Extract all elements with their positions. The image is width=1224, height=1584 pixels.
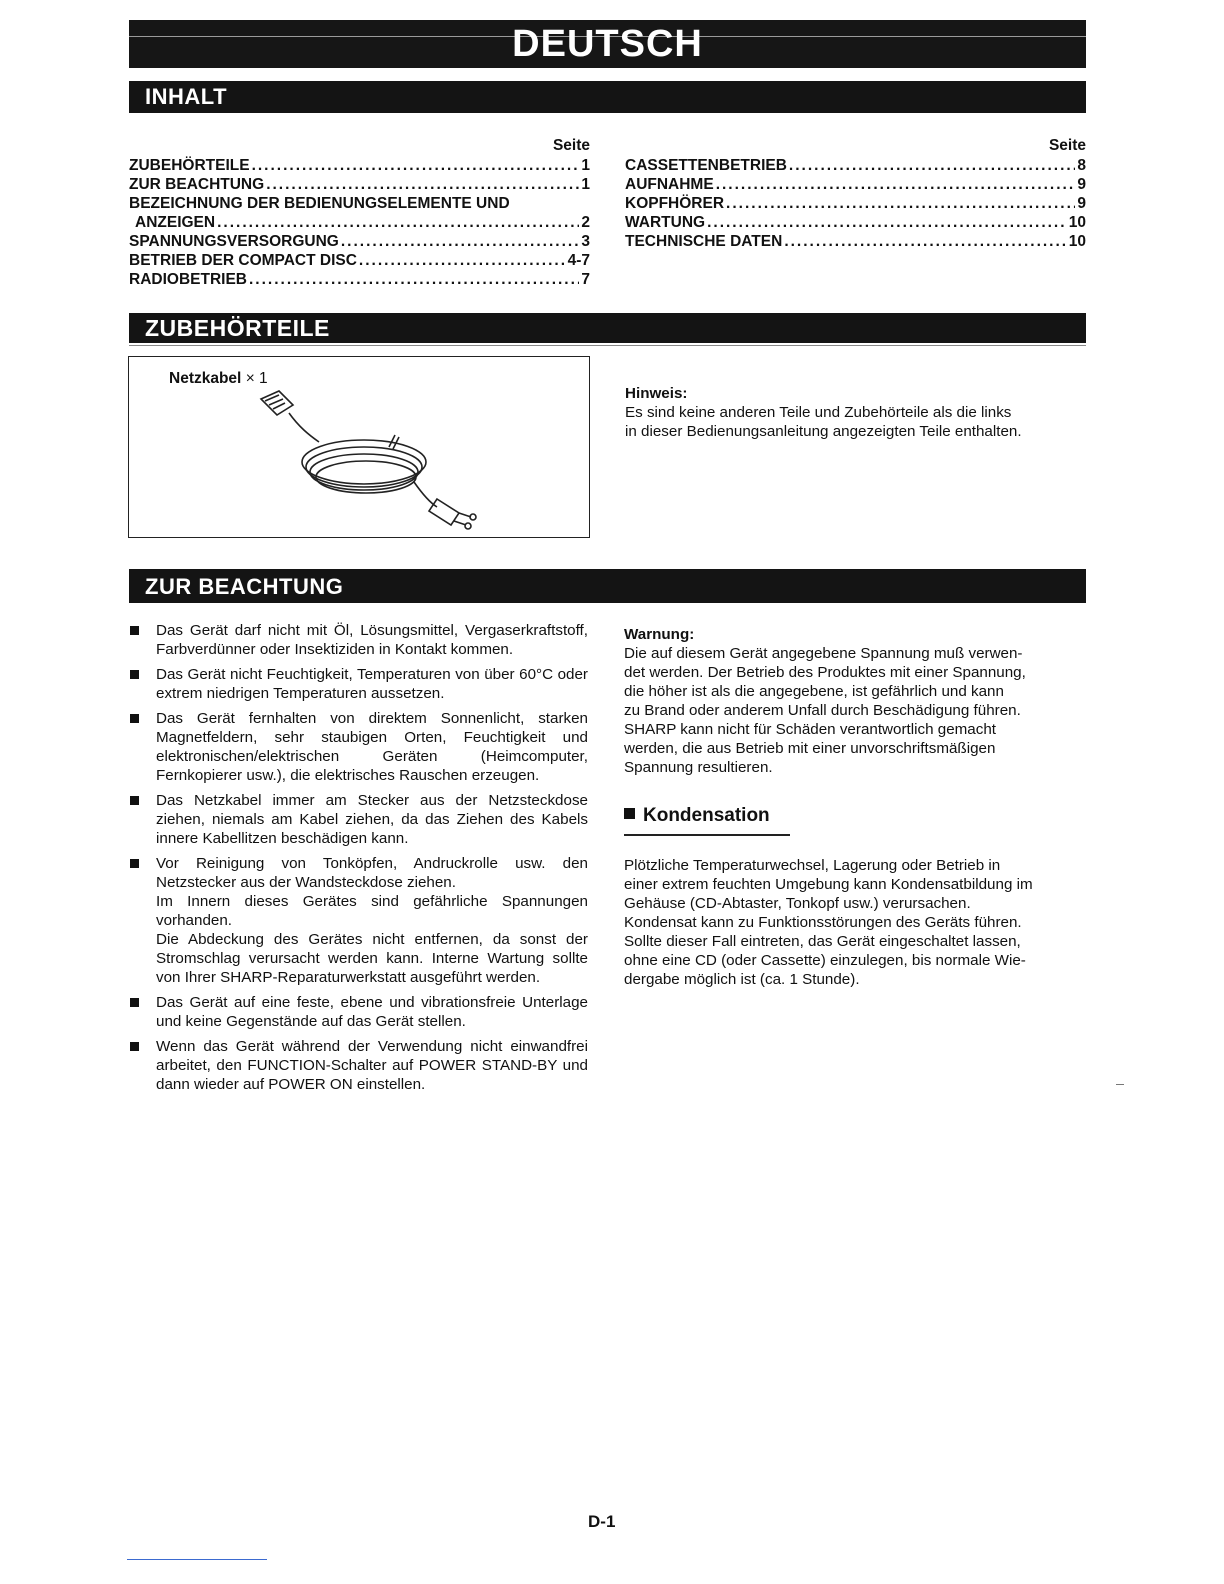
hinweis-heading: Hinweis: [625,385,688,402]
toc-entry-label: BETRIEB DER COMPACT DISC [129,252,357,269]
toc-entry-page: 8 [1077,157,1086,174]
toc-entry [625,232,1086,251]
section-header-zur-beachtung [129,569,1086,603]
toc-entry [129,194,590,213]
square-bullet-icon [130,714,139,723]
toc-entry-label: ANZEIGEN [135,214,216,231]
toc-entry-page: 9 [1077,176,1086,193]
language-banner [129,20,1086,68]
toc-entry-page: 4-7 [567,252,590,269]
square-bullet-icon [130,670,139,679]
page-number: D-1 [588,1512,616,1531]
hinweis-line: Es sind keine anderen Teile und Zubehörteile als die links [625,404,1012,421]
toc-leader-dots [784,232,1066,251]
precaution-text: Das Gerät fernhalten von direktem Sonnenlicht, starken Magnetfeldern, sehr staubigen Orten, Feuchtigkeit und elektronischen/elektrischen Geräten (Heimcomputer, Fernkopierer usw.), die elektrisches Rauschen erzeugen. [156,710,588,784]
precaution-item [129,1037,588,1094]
toc-entry-label: AUFNAHME [625,176,714,193]
kondensation-heading [624,804,770,828]
toc-entry-label: ZUR BEACHTUNG [129,176,265,193]
square-bullet-icon [130,998,139,1007]
power-cable-icon [239,387,489,532]
toc-left-column [129,136,590,289]
square-bullet-icon [130,626,139,635]
toc-entry [129,251,590,270]
toc-entry [129,175,590,194]
toc-entry [625,194,1086,213]
precaution-text: Die Abdeckung des Gerätes nicht entfernen, da sonst der Stromschlag verursacht werden kann. Interne Wartung sollte von Ihrer SHARP-Reparaturwerkstatt ausgeführt werden. [156,931,588,986]
toc-entry-label: KOPFHÖRER [625,195,725,212]
toc-leader-dots [249,270,579,289]
toc-entry-page: 3 [581,233,590,250]
toc-entry-page: 1 [581,157,590,174]
toc-leader-dots [789,156,1075,175]
square-bullet-icon [130,796,139,805]
toc-entry-label: CASSETTENBETRIEB [625,157,787,174]
precaution-text: Das Gerät auf eine feste, ebene und vibrationsfreie Unterlage und keine Gegenstände auf das Gerät stellen. [156,994,588,1030]
precaution-text: Das Gerät nicht Feuchtigkeit, Temperaturen von über 60°C oder extrem niedrigen Temperaturen aussetzen. [156,666,588,702]
section-title: ZUBEHÖRTEILE [145,315,330,341]
toc-right-column [625,136,1086,251]
section-header-zubehoerteile [129,313,1086,343]
toc-entry [625,175,1086,194]
warnung-line: Spannung resultieren. [624,759,773,776]
toc-leader-dots [359,251,566,270]
kondensation-line: Plötzliche Temperaturwechsel, Lagerung oder Betrieb in [624,857,1001,874]
precautions-list [129,621,588,1100]
toc-leader-dots [252,156,580,175]
accessory-label [169,370,268,388]
kondensation-line: Sollte dieser Fall eintreten, das Gerät eingeschaltet lassen, [624,933,1021,950]
kondensation-line: dergabe möglich ist (ca. 1 Stunde). [624,971,860,988]
toc-entry [625,156,1086,175]
language-title: DEUTSCH [512,23,703,65]
toc-leader-dots [266,175,579,194]
toc-leader-dots [341,232,580,251]
kondensation-heading-text: Kondensation [643,805,770,826]
square-bullet-icon [130,1042,139,1051]
toc-entry-label: WARTUNG [625,214,706,231]
toc-entry [129,156,590,175]
warnung-line: SHARP kann nicht für Schäden verantwortlich gemacht [624,721,997,738]
section-title: INHALT [145,84,228,109]
precaution-text: Das Netzkabel immer am Stecker aus der Netzsteckdose ziehen, niemals am Kabel ziehen, da das Ziehen des Kabels innere Kabellitzen beschädigen kann. [156,792,588,847]
toc-leader-dots [707,213,1067,232]
kondensation-line: Kondensat kann zu Funktionsstörungen des Geräts führen. [624,914,1022,931]
toc-entry-label: TECHNISCHE DATEN [625,233,783,250]
warnung-line: Die auf diesem Gerät angegebene Spannung muß verwen- [624,645,1023,662]
toc-entry-page: 9 [1077,195,1086,212]
precaution-item [129,993,588,1031]
hinweis-line: in dieser Bedienungsanleitung angezeigten Teile enthalten. [625,423,1022,440]
warnung-line: die höher ist als die angegebene, ist gefährlich und kann [624,683,1004,700]
square-bullet-icon [624,808,635,819]
toc-leader-dots [217,213,579,232]
toc-entry [625,213,1086,232]
toc-leader-dots [726,194,1075,213]
toc-entry-label: BEZEICHNUNG DER BEDIENUNGSELEMENTE UND [129,195,510,212]
toc-entry-page: 10 [1068,233,1086,250]
warnung-line: det werden. Der Betrieb des Produktes mit einer Spannung, [624,664,1026,681]
kondensation-line: ohne eine CD (oder Cassette) einzulegen, bis normale Wie- [624,952,1026,969]
section-title: ZUR BEACHTUNG [145,574,344,599]
precaution-text: Vor Reinigung von Tonköpfen, Andruckrolle usw. den Netzstecker aus der Wandsteckdose ziehen. [156,855,588,891]
toc-entry-page: 1 [581,176,590,193]
precaution-item [129,709,588,785]
precaution-item [129,621,588,659]
warnung-heading: Warnung: [624,626,695,643]
toc-entry [129,213,590,232]
toc-entry-label: SPANNUNGSVERSORGUNG [129,233,339,250]
square-bullet-icon [130,859,139,868]
toc-seite-label: Seite [552,137,590,154]
accessory-qty: × 1 [245,370,268,387]
toc-seite-label: Seite [1048,137,1086,154]
precaution-text: Das Gerät darf nicht mit Öl, Lösungsmittel, Vergaserkraftstoff, Farbverdünner oder Insektiziden in Kontakt kommen. [156,622,588,658]
toc-entry-label: ZUBEHÖRTEILE [129,157,250,174]
precaution-text: Wenn das Gerät während der Verwendung nicht einwandfrei arbeitet, den FUNCTION-Schalter auf POWER STAND-BY und dann wieder auf POWER ON einstellen. [156,1038,588,1093]
toc-leader-dots [716,175,1076,194]
accessory-box [128,356,590,538]
warnung-line: zu Brand oder anderem Unfall durch Beschädigung führen. [624,702,1021,719]
toc-entry [129,270,590,289]
accessory-name: Netzkabel [169,370,242,387]
hinweis-note [625,384,1086,441]
kondensation-line: Gehäuse (CD-Abtaster, Tonkopf usw.) verursachen. [624,895,971,912]
precaution-text: Im Innern dieses Gerätes sind gefährliche Spannungen vorhanden. [156,893,588,929]
warnung-line: werden, die aus Betrieb mit einer unvorschriftsmäßigen [624,740,996,757]
kondensation-text [624,856,1086,989]
warnung-note [624,625,1086,777]
toc-entry-page: 2 [581,214,590,231]
toc-entry-label: RADIOBETRIEB [129,271,247,288]
toc-entry-page: 7 [581,271,590,288]
toc-entry [129,232,590,251]
precaution-item [129,791,588,848]
precaution-item [129,854,588,987]
kondensation-line: einer extrem feuchten Umgebung kann Kondensatbildung im [624,876,1033,893]
toc-entry-page: 10 [1068,214,1086,231]
section-header-inhalt [129,81,1086,113]
precaution-item [129,665,588,703]
